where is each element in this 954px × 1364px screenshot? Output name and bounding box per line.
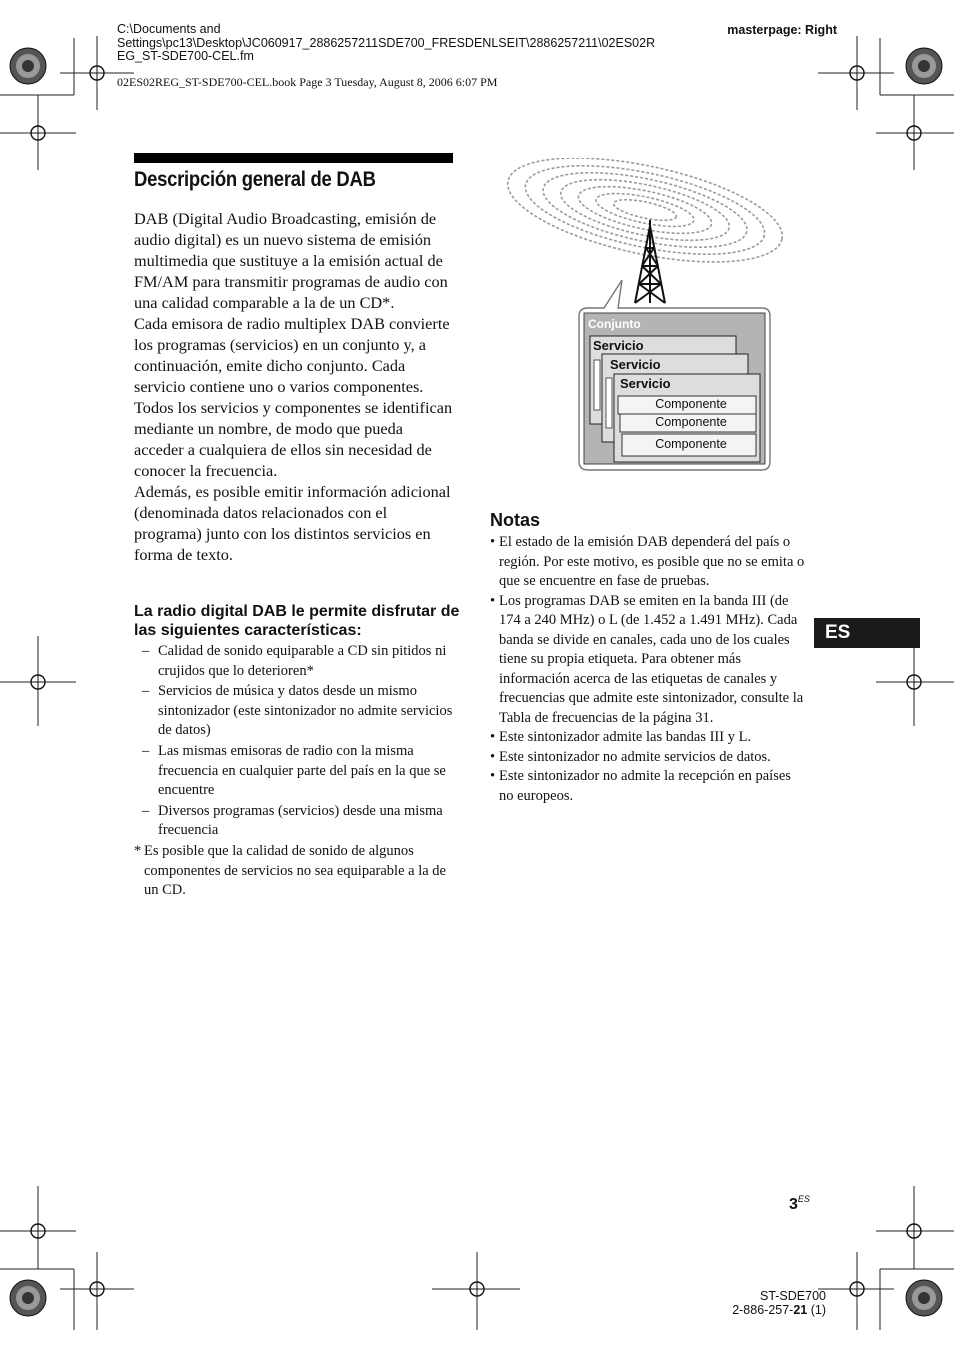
footnote-mark: *: [134, 843, 142, 859]
service-label: Servicio: [610, 357, 661, 372]
page-title: Descripción general de DAB: [134, 168, 376, 191]
note-item: • El estado de la emisión DAB dependerá del país o región. Por este motivo, es posible que no se emita o que se encuentre en fase de pruebas.: [490, 533, 808, 592]
list-item: – Servicios de música y datos desde un mismo sintonizador (este sintonizador no admite servicios de datos): [134, 682, 454, 741]
part-number: [700, 1303, 826, 1317]
note-item: • Este sintonizador no admite la recepción en países no europeos.: [490, 767, 808, 806]
paragraph: Cada emisora de radio multiplex DAB convierte los programas (servicios) en un conjunto y, a continuación, emite dicho conjunto. Cada servicio contiene uno o varios componentes. Todos los servicios y componentes se identifican mediante un nombre, de modo que pueda acceder a cualquiera de ellos sin necesidad de conocer la frecuencia.: [134, 314, 453, 480]
footnote: [134, 842, 454, 901]
service-label: Servicio: [620, 376, 671, 391]
footnote-text: Es posible que la calidad de sonido de algunos componentes de servicios no sea equiparable a la de un CD.: [144, 843, 446, 899]
paragraph: DAB (Digital Audio Broadcasting, emisión de audio digital) es un nuevo sistema de emisión multimedia que sustituye a la emisión actual de FM/AM para transmitir programas de audio con una calidad comparable a la de un CD*.: [134, 209, 448, 312]
notes-heading: Notas: [490, 510, 541, 530]
dab-ensemble-diagram: [500, 158, 790, 476]
intro-text: [134, 208, 454, 565]
part-prefix: 2-886-257-: [732, 1303, 794, 1317]
component-stack-edge: [606, 378, 612, 428]
component-stack-edge: [594, 360, 600, 410]
file-path-line: Settings\pc13\Desktop\JC060917_2886257211SDE700_FRESDENLSEIT\2886257211\02ES02R: [117, 35, 656, 50]
antenna-tower-icon: [635, 220, 665, 303]
list-item: – Las mismas emisoras de radio con la misma frecuencia en cualquier parte del país en la que se encuentre: [134, 742, 454, 801]
service-label: Servicio: [593, 338, 644, 353]
note-item: • Los programas DAB se emiten en la banda III (de 174 a 240 MHz) o L (de 1.452 a 1.491 MHz). Cada banda se divide en canales, cada uno de los cuales tiene su propia etiqueta. Para obtener más información acerca de las etiquetas de canales y frecuencias que admite este sintonizador, consulte la Tabla de frecuencias de la página 31.: [490, 592, 808, 729]
features-heading: La radio digital DAB le permite disfrutar de las siguientes características:: [134, 603, 460, 639]
page-number: [789, 1196, 810, 1214]
list-item: – Diversos programas (servicios) desde una misma frecuencia: [134, 802, 454, 841]
component-label: Componente: [655, 415, 727, 429]
file-path-line: EG_ST-SDE700-CEL.fm: [117, 49, 254, 63]
part-suffix: (1): [807, 1303, 826, 1317]
note-item: • Este sintonizador admite las bandas III y L.: [490, 728, 808, 748]
page-number-value: 3: [789, 1196, 798, 1213]
language-tab: ES: [814, 618, 920, 648]
book-info: 02ES02REG_ST-SDE700-CEL.book Page 3 Tuesday, August 8, 2006 6:07 PM: [117, 75, 498, 89]
component-label: Componente: [655, 437, 727, 451]
file-path: [117, 23, 677, 64]
file-path-line: C:\Documents and: [117, 22, 221, 36]
model-info: [700, 1289, 826, 1317]
part-revision: 21: [793, 1303, 808, 1317]
page-number-suffix: ES: [797, 1194, 810, 1204]
notes-list: [490, 533, 808, 806]
masterpage-label: masterpage: Right: [727, 23, 837, 37]
component-label: Componente: [655, 397, 727, 411]
list-item: – Calidad de sonido equiparable a CD sin pitidos ni crujidos que lo deterioren*: [134, 642, 454, 681]
title-rule: [134, 153, 453, 163]
note-item: • Este sintonizador no admite servicios de datos.: [490, 748, 808, 768]
model-name: ST-SDE700: [759, 1289, 826, 1303]
paragraph: Además, es posible emitir información adicional (denominada datos relacionados con el programa) junto con los distintos servicios en forma de texto.: [134, 482, 451, 564]
ensemble-label: Conjunto: [588, 317, 641, 331]
broadcast-waves-icon: [500, 158, 790, 282]
features-list: [134, 642, 454, 842]
